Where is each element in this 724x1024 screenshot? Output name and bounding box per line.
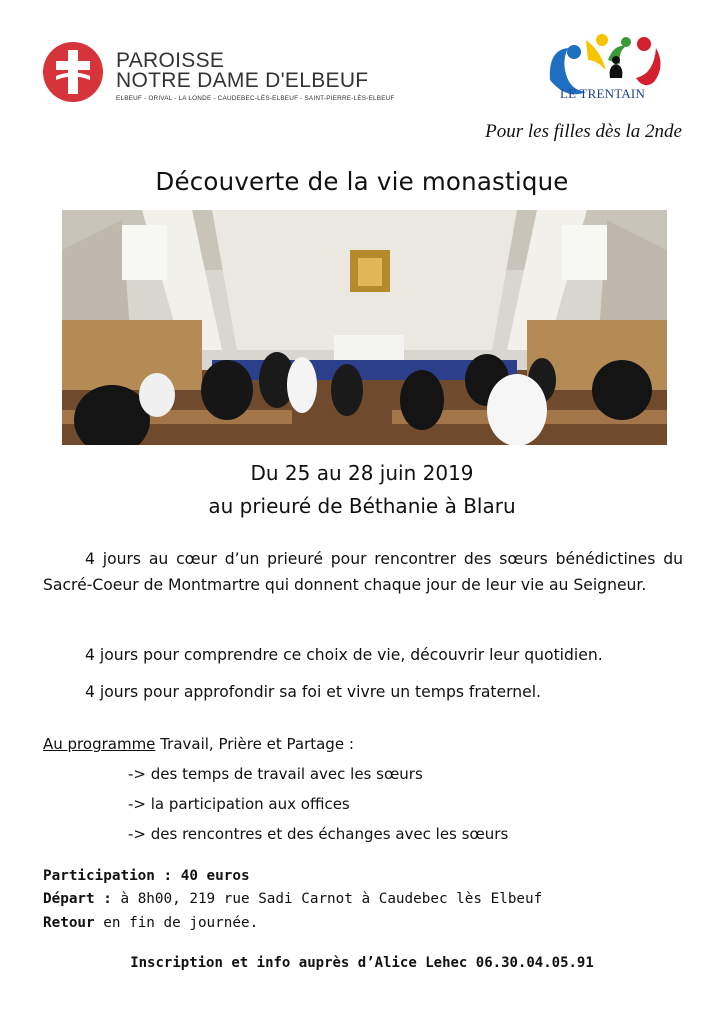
page-title: Découverte de la vie monastique: [155, 167, 569, 196]
program-summary: Travail, Prière et Partage :: [160, 735, 354, 753]
departure-value: à 8h00, 219 rue Sadi Carnot à Caudebec lès Elbeuf: [111, 891, 543, 907]
return-label: Retour: [43, 915, 95, 931]
program-item: -> des temps de travail avec les sœurs: [128, 765, 423, 783]
parish-name-line1: PAROISSE: [116, 49, 225, 72]
chapel-photo: [62, 210, 667, 445]
paragraph-faith: 4 jours pour approfondir sa foi et vivre un temps fraternel.: [85, 683, 541, 701]
program-label: Au programme: [43, 735, 156, 753]
departure-info: [43, 891, 542, 907]
parish-name-line2: NOTRE DAME D'ELBEUF: [116, 69, 369, 92]
intro-paragraph: 4 jours au cœur d’un prieuré pour rencontrer des sœurs bénédictines du Sacré-Coeur de Montmartre qui donnent chaque jour de leur vie au Seigneur.: [43, 550, 683, 594]
trentain-logo-text: LE TRENTAIN: [560, 86, 646, 101]
program-item: -> la participation aux offices: [128, 795, 350, 813]
program-heading: [43, 735, 354, 753]
participation-price: Participation : 40 euros: [43, 868, 250, 884]
contact-info: Inscription et info auprès d’Alice Lehec 06.30.04.05.91: [130, 955, 594, 971]
event-dates: Du 25 au 28 juin 2019: [250, 461, 474, 485]
return-info: [43, 915, 258, 931]
audience-note: Pour les filles dès la 2nde: [485, 121, 682, 142]
event-place: au prieuré de Béthanie à Blaru: [208, 494, 516, 518]
paragraph-understand: 4 jours pour comprendre ce choix de vie, découvrir leur quotidien.: [85, 646, 603, 664]
return-value: en fin de journée.: [94, 915, 259, 931]
program-item: -> des rencontres et des échanges avec les sœurs: [128, 825, 509, 843]
parish-towns: ELBEUF - ORIVAL - LA LONDE - CAUDEBEC-LÈS-ELBEUF - SAINT-PIERRE-LÈS-ELBEUF: [116, 95, 395, 102]
parish-cross-logo-icon: [42, 41, 104, 103]
departure-label: Départ :: [43, 891, 112, 907]
